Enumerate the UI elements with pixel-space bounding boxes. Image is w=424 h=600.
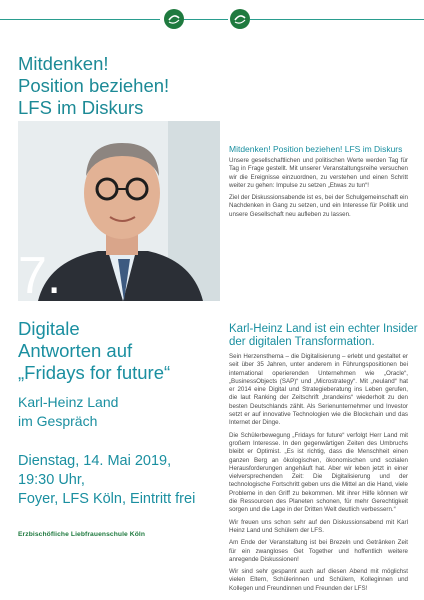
speaker-text [229, 353, 408, 597]
header-line-1: Mitdenken! [18, 53, 109, 74]
body-paragraph-3: Wir freuen uns schon sehr auf den Diskussionsabend mit Karl Heinz Land und Schülern der LFS. [229, 518, 408, 534]
subtitle-line-2: im Gespräch [18, 413, 98, 429]
lfs-logo-icon [164, 9, 184, 29]
title-line-1: Digitale [18, 318, 80, 339]
body-paragraph-1: Sein Herzensthema – die Digitalisierung – erlebt und gestaltet er seit über 35 Jahren, unter anderem in Führungspositionen bei international operierenden Unternehmen wie „Oracle“, „BusinessObjects (SAP)“ und „Microstrategy“. Mit „neuland“ hat er 2014 eine Digital und Strategieberatung ins Leben gerufen, die laut Ranking der Zeitschrift „brandeins“ wiederholt zu den besten Deutschlands zählt. Als Serienunternehmer und Investor setzt er auf innovative Technologien wie die Blockchain und das Internet der Dinge. [229, 353, 408, 427]
title-line-2: Antworten auf [18, 340, 133, 361]
event-date: Dienstag, 14. Mai 2019, [18, 453, 172, 469]
top-rule-right [250, 19, 424, 20]
intro-paragraph-2: Ziel der Diskussionsabende ist es, bei der Schulgemeinschaft ein Nachdenken in Gang zu setzen, und ein Interesse für Politik und unsere Gesellschaft neu aufleben zu lassen. [229, 194, 408, 218]
body-paragraph-5: Wir sind sehr gespannt auch auf diesen Abend mit möglichst vielen Eltern, Schülerinnen und Schülern, Kolleginnen und Kollegen und Freundinnen und Freunden der LFS! [229, 568, 408, 592]
intro-paragraph-1: Unsere gesellschaftlichen und politischen Werte werden Tag für Tag in Frage gestellt. Mit unserer Veranstaltungsreihe versuchen wir die Ereignisse einzuordnen, zu verstehen und einen Schritt weiter zu gehen: Impulse zu setzen „Etwas zu tun“! [229, 157, 408, 189]
speaker-heading-line-1: Karl-Heinz Land ist ein echter Insider [229, 323, 418, 335]
body-paragraph-2: Die Schülerbewegung „Fridays for future“ verfolgt Herr Land mit großem Interesse. In den gegenwärtigen Zeiten des Umbruchs bleibt er Optimist. „Es ist richtig, dass die Menschheit einen ganzen Berg an ökologischen, ökonomischen und sozialen Herausforderungen angehäuft hat. Aber wir leben jetzt in einer vielversprechenden Zeit: Die Digitalisierung und der technologische Fortschritt geben uns die Mittel an die Hand, viele Probleme in den Griff zu bekommen. Mit ihrer Hilfe können wir die Ressourcen des Planeten schonen, für mehr Gerechtigkeit sorgen und die Lage in der Dritten Welt deutlich verbessern.“ [229, 431, 408, 514]
event-location: Foyer, LFS Köln, Eintritt frei [18, 491, 196, 507]
title-line-3: „Fridays for future“ [18, 362, 171, 383]
event-time: 19:30 Uhr, [18, 472, 85, 488]
subtitle-line-1: Karl-Heinz Land [18, 394, 119, 410]
speaker-heading-line-2: der digitalen Transformation. [229, 336, 375, 348]
top-rule-mid [182, 19, 228, 20]
school-name: Erzbischöfliche Liebfrauenschule Köln [18, 531, 146, 538]
header-line-3: LFS im Diskurs [18, 97, 144, 118]
right-heading: Mitdenken! Position beziehen! LFS im Diskurs [229, 144, 403, 154]
top-rule-left [0, 19, 160, 20]
lfs-logo-icon [230, 9, 250, 29]
event-number: 7. [18, 247, 62, 305]
header-line-2: Position beziehen! [18, 75, 170, 96]
body-paragraph-4: Am Ende der Veranstaltung ist bei Brezeln und Getränken Zeit für ein zwangloses Get Together und hoffentlich weitere anregende Diskussionen! [229, 539, 408, 563]
intro-text [229, 157, 408, 223]
